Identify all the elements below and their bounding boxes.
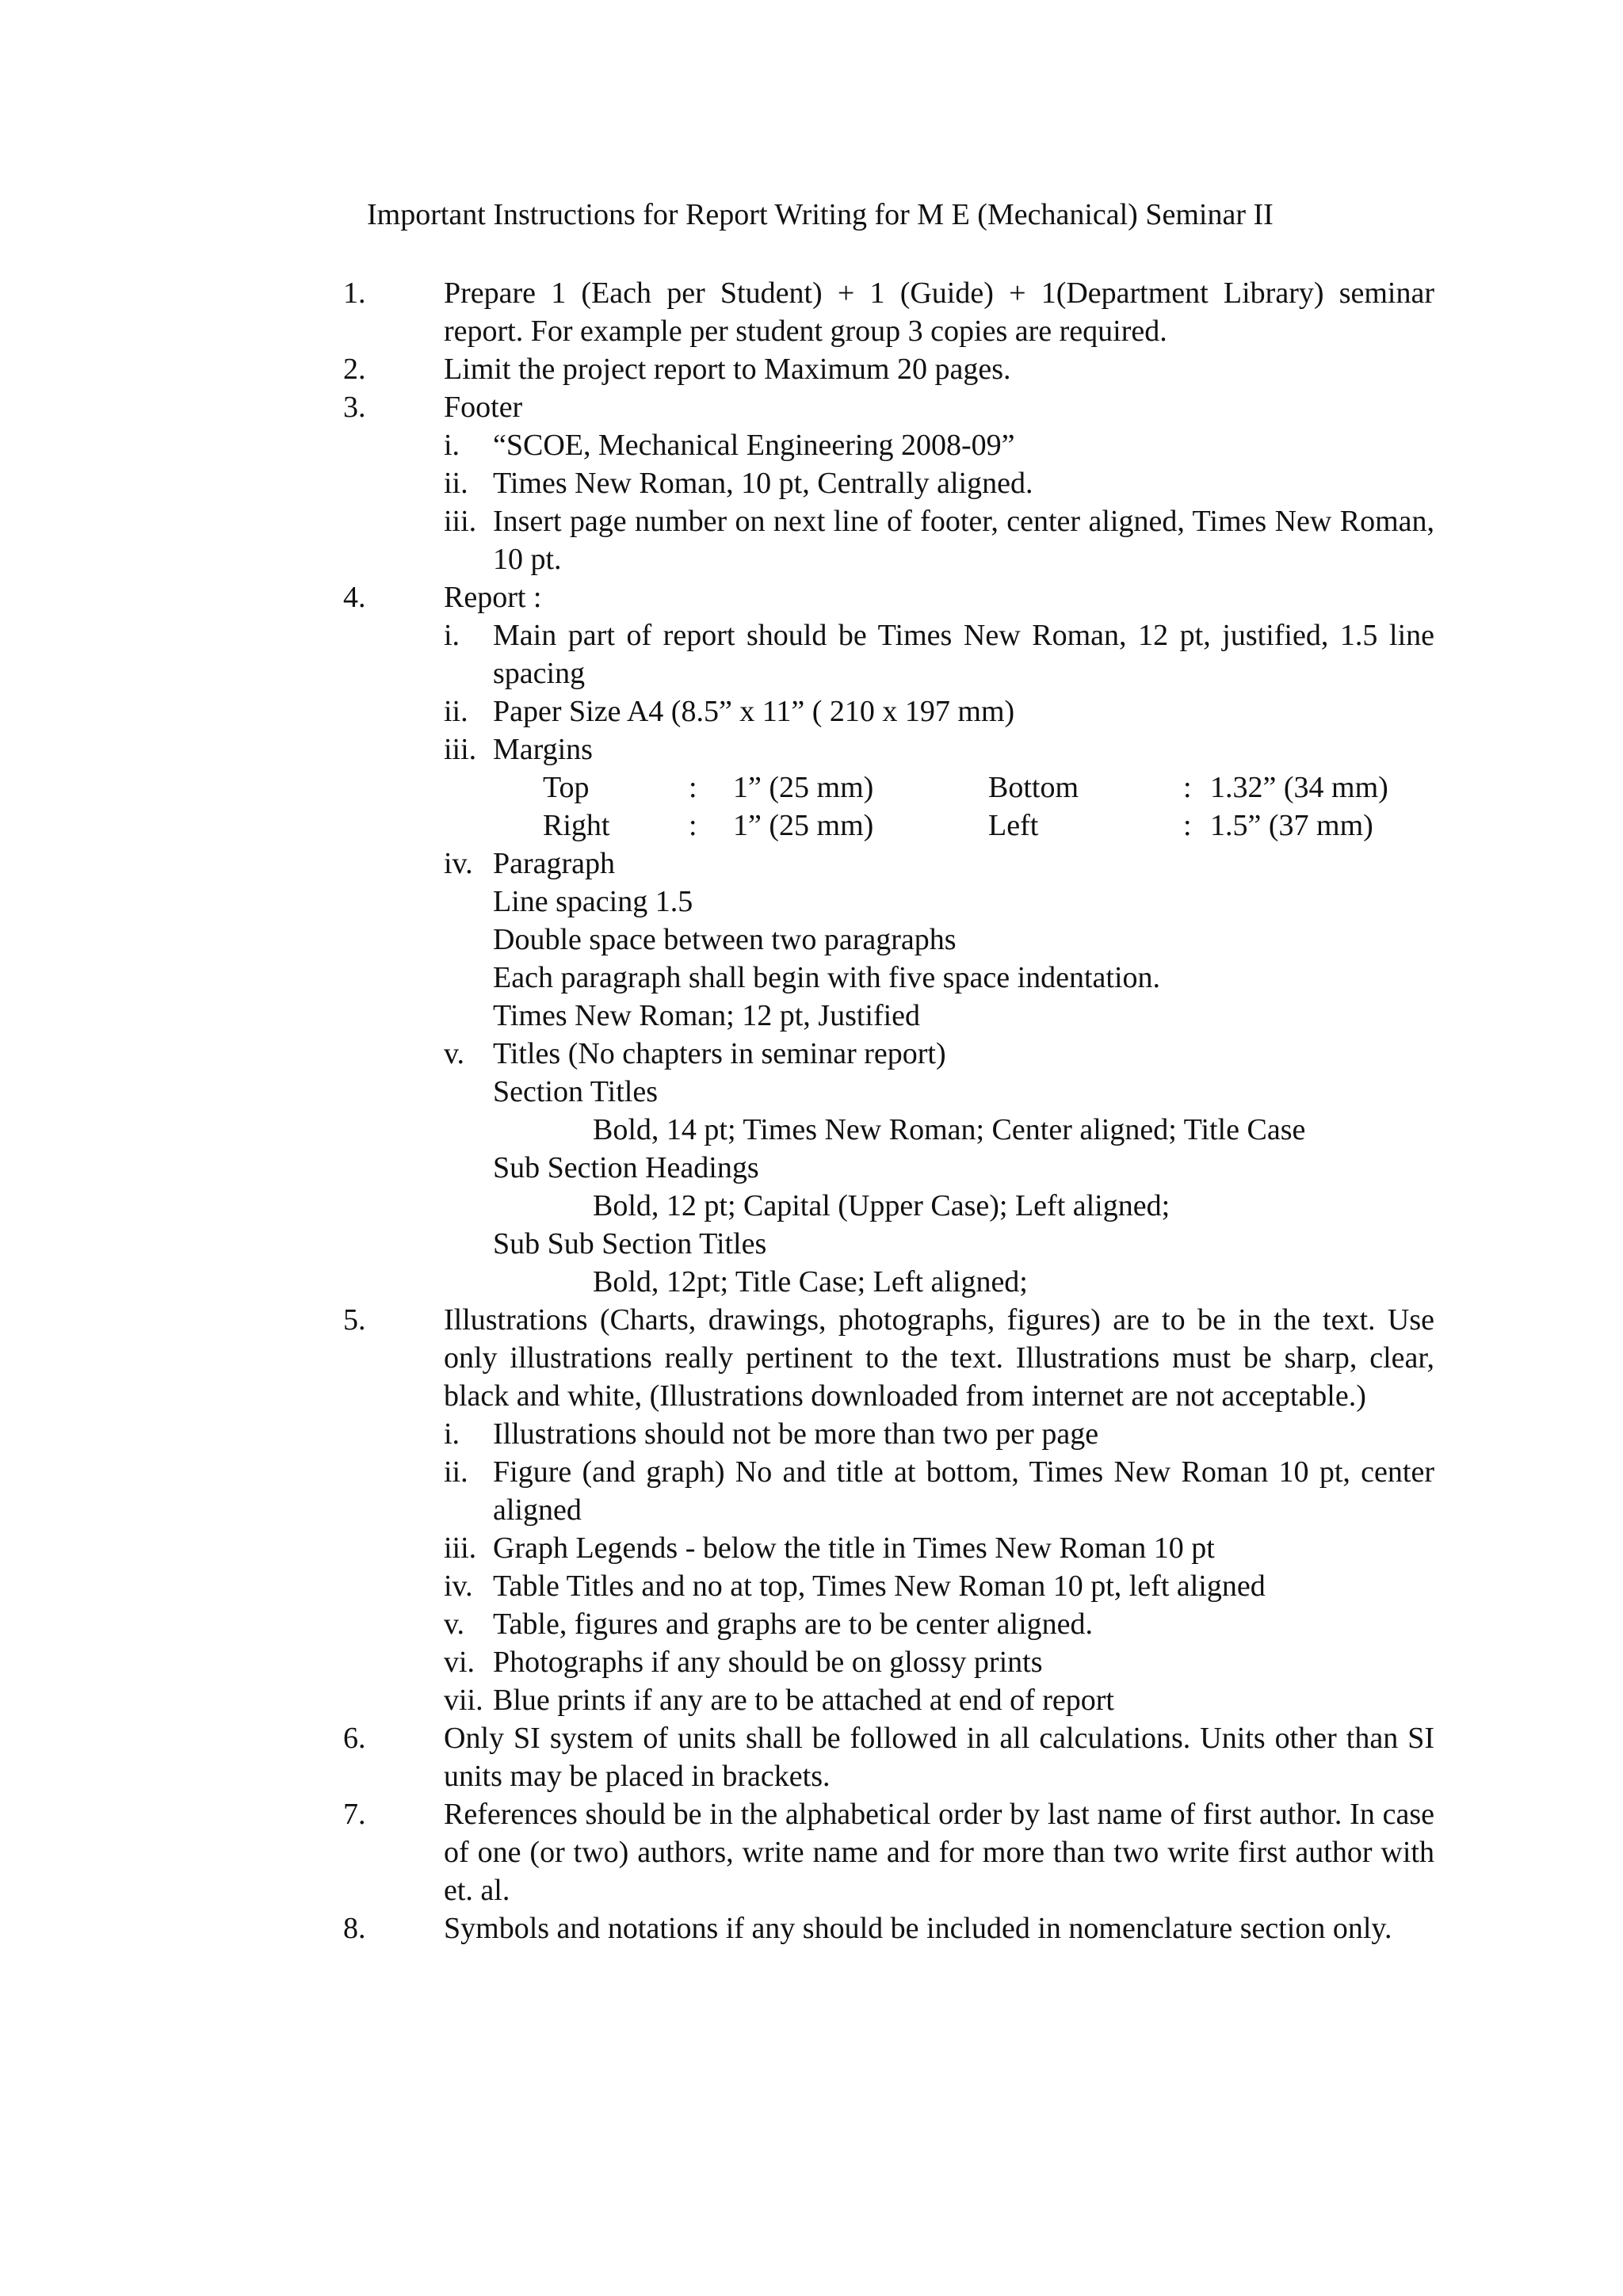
- sub-item-number: i.: [444, 619, 460, 652]
- paragraph-rule: Each paragraph shall begin with five space indentation.: [493, 961, 1161, 994]
- paragraph-rule: Line spacing 1.5: [493, 885, 693, 918]
- title-level-label: Sub Section Headings: [493, 1151, 759, 1184]
- sub-item-number: ii.: [444, 467, 468, 500]
- item-number: 8.: [343, 1912, 366, 1945]
- sub-item: [444, 1415, 1623, 1453]
- margin-label: Top: [543, 771, 590, 804]
- sub-item-text: Times New Roman, 10 pt, Centrally aligned.: [493, 467, 1033, 500]
- sub-item: [444, 692, 1623, 730]
- paragraph-rule: Double space between two paragraphs: [493, 923, 957, 956]
- sub-item-number: i.: [444, 429, 460, 462]
- title-level-label: Sub Sub Section Titles: [493, 1227, 767, 1261]
- item-text: Report :: [444, 581, 542, 614]
- sub-item: [444, 1453, 1623, 1529]
- sub-item-number: iv.: [444, 847, 473, 880]
- title-level-format: Bold, 14 pt; Times New Roman; Center aligned; Title Case: [593, 1113, 1306, 1146]
- margin-colon: :: [1183, 771, 1192, 804]
- sub-item-text: Illustrations should not be more than two per page: [493, 1417, 1099, 1451]
- margin-value: 1.5” (37 mm): [1210, 809, 1373, 842]
- sub-item-text: Table, figures and graphs are to be center aligned.: [493, 1608, 1094, 1641]
- item-text: Symbols and notations if any should be included in nomenclature section only.: [444, 1912, 1392, 1945]
- page-title: Important Instructions for Report Writing for M E (Mechanical) Seminar II: [367, 198, 1274, 231]
- item-text: Prepare 1 (Each per Student) + 1 (Guide) + 1(Department Library) seminar report. For example per student group 3 copies are required.: [444, 277, 1434, 348]
- sub-item: [444, 730, 1623, 769]
- sub-item-text: Paper Size A4 (8.5” x 11” ( 210 x 197 mm): [493, 695, 1015, 728]
- item-text: Illustrations (Charts, drawings, photographs, figures) are to be in the text. Use only illustrations really pertinent to the text. Illustrations must be sharp, clear, black and white, (Illustrations downloaded from internet are not acceptable.): [444, 1303, 1434, 1413]
- sub-item: [444, 1681, 1623, 1719]
- item-text: Limit the project report to Maximum 20 pages.: [444, 353, 1011, 386]
- item-number: 3.: [343, 391, 366, 424]
- title-level-label: Section Titles: [493, 1075, 658, 1108]
- sub-item-text: Titles (No chapters in seminar report): [493, 1037, 946, 1070]
- list-item-2: [0, 350, 1623, 388]
- sub-item-number: iii.: [444, 1531, 477, 1565]
- margin-colon: :: [1183, 809, 1192, 842]
- item-text: Only SI system of units shall be followed in all calculations. Units other than SI units may be placed in brackets.: [444, 1722, 1434, 1793]
- list-item-6: [0, 1719, 1623, 1795]
- list-item-3: [0, 388, 1623, 426]
- sub-item-number: vii.: [444, 1684, 483, 1717]
- sub-item: [444, 1035, 1623, 1073]
- item-number: 6.: [343, 1722, 366, 1755]
- sub-item-text: Margins: [493, 733, 593, 766]
- sub-item: [444, 1643, 1623, 1681]
- sub-item: [444, 464, 1623, 502]
- sub-item-text: Figure (and graph) No and title at bottom, Times New Roman 10 pt, center aligned: [493, 1455, 1434, 1527]
- sub-item-text: Insert page number on next line of footer, center aligned, Times New Roman, 10 pt.: [493, 505, 1434, 576]
- margin-value: 1” (25 mm): [733, 771, 874, 804]
- margin-value: 1” (25 mm): [733, 809, 874, 842]
- sub-item-text: Main part of report should be Times New Roman, 12 pt, justified, 1.5 line spacing: [493, 619, 1434, 690]
- sub-item-number: v.: [444, 1037, 465, 1070]
- title-level-format: Bold, 12pt; Title Case; Left aligned;: [593, 1265, 1028, 1299]
- paragraph-rule: Times New Roman; 12 pt, Justified: [493, 999, 921, 1032]
- sub-item-number: ii.: [444, 1455, 468, 1489]
- sub-item: [444, 1529, 1623, 1567]
- sub-item: [444, 502, 1623, 578]
- sub-item: [444, 616, 1623, 692]
- sub-item-number: ii.: [444, 695, 468, 728]
- item-number: 4.: [343, 581, 366, 614]
- sub-item-number: iv.: [444, 1569, 473, 1603]
- sub-item-number: i.: [444, 1417, 460, 1451]
- sub-item-text: Paragraph: [493, 847, 616, 880]
- sub-item: [444, 1605, 1623, 1643]
- sub-item-text: Photographs if any should be on glossy prints: [493, 1646, 1043, 1679]
- sub-item-number: v.: [444, 1608, 465, 1641]
- item-text: References should be in the alphabetical order by last name of first author. In case of one (or two) authors, write name and for more than two write first author with et. al.: [444, 1798, 1434, 1907]
- margin-colon: :: [689, 809, 697, 842]
- list-item-7: [0, 1795, 1623, 1909]
- item-number: 5.: [343, 1303, 366, 1337]
- margin-value: 1.32” (34 mm): [1210, 771, 1388, 804]
- sub-item-text: Table Titles and no at top, Times New Roman 10 pt, left aligned: [493, 1569, 1266, 1603]
- list-item-4: [0, 578, 1623, 616]
- margin-colon: :: [689, 771, 697, 804]
- sub-item: [444, 1567, 1623, 1605]
- list-item-1: [0, 274, 1623, 350]
- list-item-8: [0, 1909, 1623, 1947]
- instruction-list: [0, 274, 1623, 1947]
- sub-item-text: “SCOE, Mechanical Engineering 2008-09”: [493, 429, 1015, 462]
- item-number: 7.: [343, 1798, 366, 1831]
- title-level-format: Bold, 12 pt; Capital (Upper Case); Left aligned;: [593, 1189, 1170, 1222]
- list-item-5: [0, 1301, 1623, 1415]
- item-text: Footer: [444, 391, 523, 424]
- sub-item-text: Blue prints if any are to be attached at end of report: [493, 1684, 1114, 1717]
- sub-item-number: vi.: [444, 1646, 475, 1679]
- margin-label: Right: [543, 809, 610, 842]
- item-number: 2.: [343, 353, 366, 386]
- sub-item-number: iii.: [444, 505, 477, 538]
- sub-item: [444, 845, 1623, 883]
- item-number: 1.: [343, 277, 366, 310]
- sub-item-text: Graph Legends - below the title in Times New Roman 10 pt: [493, 1531, 1215, 1565]
- margins-row-2: [0, 807, 1623, 845]
- sub-item: [444, 426, 1623, 464]
- margins-row-1: [0, 769, 1623, 807]
- sub-item-number: iii.: [444, 733, 477, 766]
- margin-label: Bottom: [988, 771, 1079, 804]
- margin-label: Left: [988, 809, 1039, 842]
